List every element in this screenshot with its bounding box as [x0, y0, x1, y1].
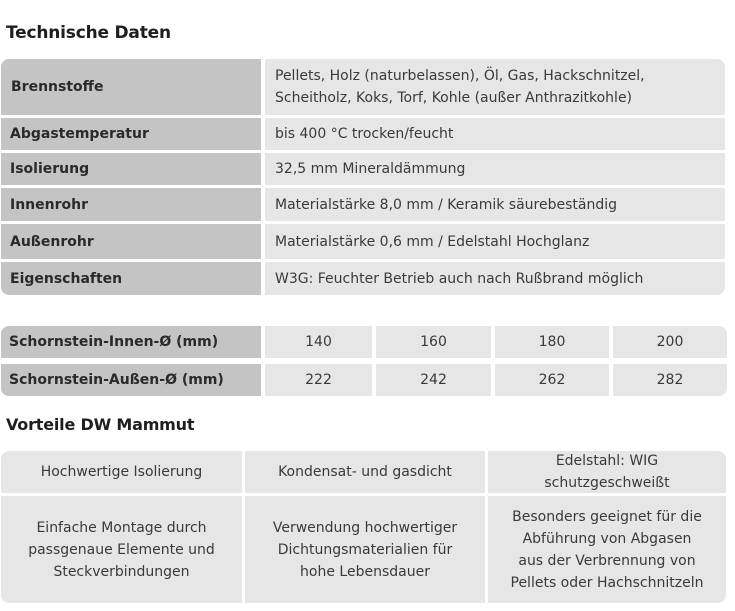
inner-diameter-value: 180	[495, 326, 609, 358]
table-row	[1, 188, 725, 221]
advantage-cell: Besonders geeignet für die Abführung von Abgasen aus der Verbrennung von Pellets oder Hachschnitzeln	[488, 496, 726, 603]
technical-data-heading: Technische Daten	[6, 23, 171, 43]
advantage-cell: Einfache Montage durch passgenaue Elemente und Steckverbindungen	[1, 496, 242, 603]
outer-diameter-value: 242	[376, 364, 491, 396]
table-row	[1, 59, 725, 115]
row-value-outer-pipe: Materialstärke 0,6 mm / Edelstahl Hochglanz	[265, 224, 725, 259]
advantages-table	[1, 451, 726, 603]
advantages-heading: Vorteile DW Mammut	[6, 415, 195, 434]
outer-diameter-value: 222	[265, 364, 372, 396]
row-value-exhaust-temperature: bis 400 °C trocken/feucht	[265, 118, 725, 150]
outer-diameter-value: 282	[613, 364, 727, 396]
advantage-cell: Kondensat- und gasdicht	[245, 451, 485, 493]
diameter-table	[1, 326, 727, 396]
inner-diameter-value: 140	[265, 326, 372, 358]
row-value-insulation: 32,5 mm Mineraldämmung	[265, 153, 725, 185]
table-row	[1, 224, 725, 259]
advantage-cell: Verwendung hochwertiger Dichtungsmaterialien für hohe Lebensdauer	[245, 496, 485, 603]
advantage-cell: Edelstahl: WIG schutzgeschweißt	[488, 451, 726, 493]
row-label-inner-pipe: Innenrohr	[1, 188, 261, 221]
inner-diameter-value: 200	[613, 326, 727, 358]
row-label-exhaust-temperature: Abgastemperatur	[1, 118, 261, 150]
table-row	[1, 153, 725, 185]
row-label-outer-pipe: Außenrohr	[1, 224, 261, 259]
row-label-fuels: Brennstoffe	[1, 59, 261, 115]
inner-diameter-label: Schornstein-Innen-Ø (mm)	[1, 326, 261, 358]
row-value-inner-pipe: Materialstärke 8,0 mm / Keramik säurebeständig	[265, 188, 725, 221]
outer-diameter-value: 262	[495, 364, 609, 396]
table-row	[1, 262, 725, 295]
row-label-properties: Eigenschaften	[1, 262, 261, 295]
inner-diameter-value: 160	[376, 326, 491, 358]
row-value-properties: W3G: Feuchter Betrieb auch nach Rußbrand möglich	[265, 262, 725, 295]
technical-data-table	[1, 59, 725, 295]
outer-diameter-label: Schornstein-Außen-Ø (mm)	[1, 364, 261, 396]
advantage-cell: Hochwertige Isolierung	[1, 451, 242, 493]
table-row	[1, 118, 725, 150]
row-label-insulation: Isolierung	[1, 153, 261, 185]
row-value-fuels: Pellets, Holz (naturbelassen), Öl, Gas, Hackschnitzel, Scheitholz, Koks, Torf, Kohle (außer Anthrazitkohle)	[265, 59, 725, 115]
